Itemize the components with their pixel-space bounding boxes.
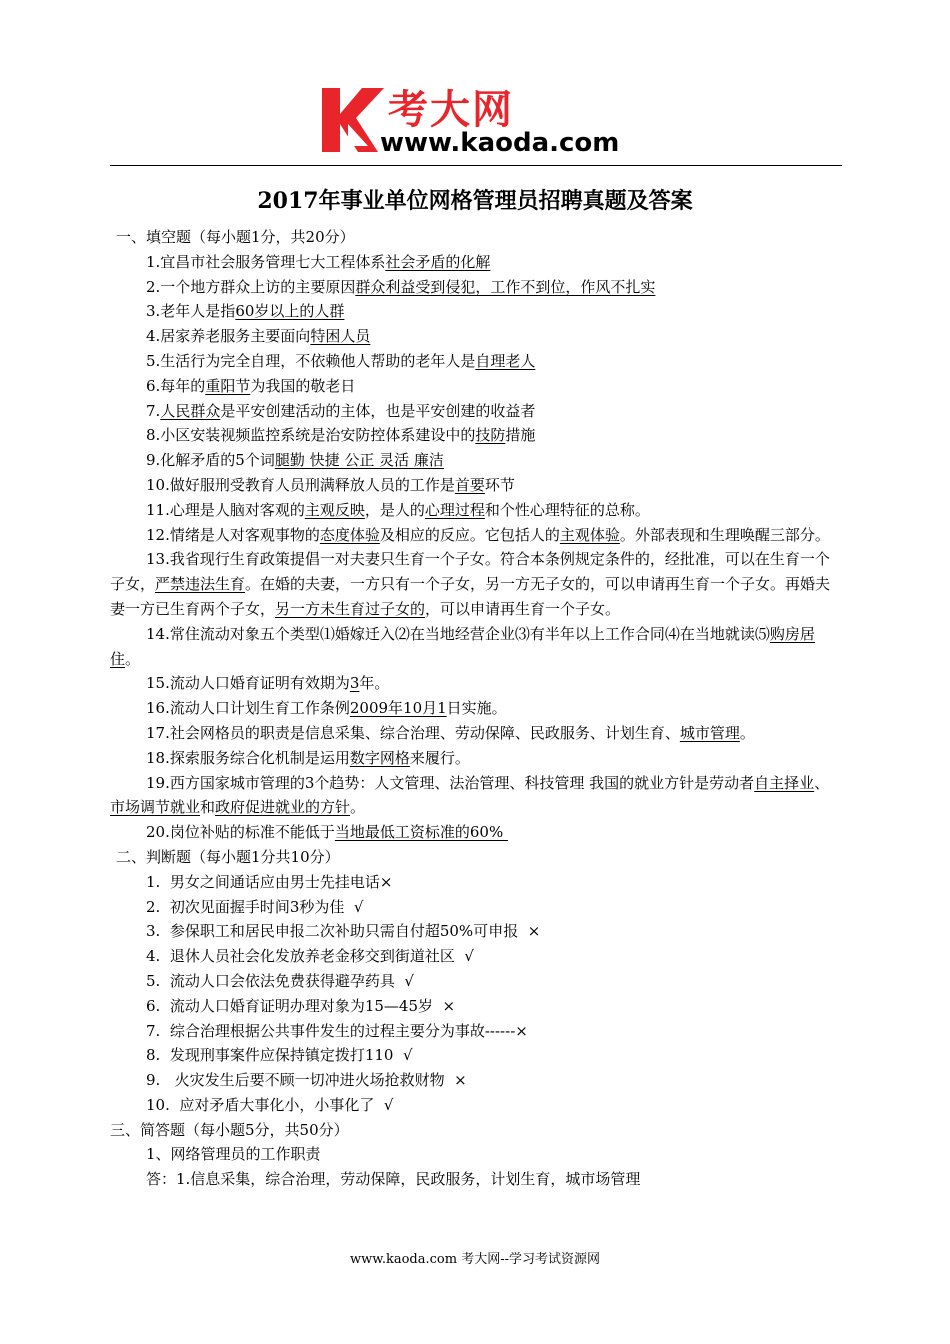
fill-question-9: 9.化解矛盾的5个词腿勤 快捷 公正 灵活 廉洁: [146, 451, 444, 470]
judge-item: 4. 退休人员社会化发放养老金移交到街道社区 √: [146, 947, 474, 966]
document-title: 2017年事业单位网格管理员招聘真题及答案: [257, 188, 693, 214]
fill-question-19: 19.西方国家城市管理的3个趋势：人文管理、法治管理、科技管理 我国的就业方针是劳动者自主择业、市场调节就业和政府促进就业的方针。: [110, 773, 830, 817]
judge-item: 10. 应对矛盾大事化小，小事化了 √: [146, 1095, 394, 1114]
fill-question-6: 6.每年的重阳节为我国的敬老日: [146, 376, 356, 395]
fill-question-1: 1.宜昌市社会服务管理七大工程体系社会矛盾的化解: [146, 252, 491, 271]
fill-question-20: 20.岗位补贴的标准不能低于当地最低工资标准的60%: [146, 823, 508, 842]
judge-item: 9. 火灾发生后要不顾一切冲进火场抢救财物 ×: [146, 1071, 467, 1090]
judge-item: 1. 男女之间通话应由男士先挂电话×: [146, 872, 393, 891]
short-answer-1: 答：1.信息采集，综合治理，劳动保障，民政服务，计划生育，城市场管理: [146, 1170, 641, 1189]
header-divider: [110, 165, 842, 166]
judge-item: 6. 流动人口婚育证明办理对象为15—45岁 ×: [146, 996, 456, 1015]
fill-question-3: 3.老年人是指60岁以上的人群: [146, 302, 345, 321]
logo-url-text: www.kaoda.com: [380, 128, 620, 158]
document-body: [110, 225, 842, 1192]
fill-question-18: 18.探索服务综合化机制是运用数字网格来履行。: [146, 748, 470, 767]
fill-question-7: 7.人民群众是平安创建活动的主体，也是平安创建的收益者: [146, 401, 536, 420]
judge-item: 8. 发现刑事案件应保持镇定拨打110 √: [146, 1046, 413, 1065]
k-logo-icon: [318, 84, 388, 156]
fill-question-8: 8.小区安装视频监控系统是治安防控体系建设中的技防措施: [146, 426, 536, 445]
judge-item: 2. 初次见面握手时间3秒为佳 √: [146, 897, 364, 916]
judge-item: 7. 综合治理根据公共事件发生的过程主要分为事故------×: [146, 1021, 528, 1040]
judge-item: 3. 参保职工和居民申报二次补助只需自付超50%可申报 ×: [146, 922, 541, 941]
fill-question-5: 5.生活行为完全自理，不依赖他人帮助的老年人是自理老人: [146, 351, 536, 370]
judge-item: 5. 流动人口会依法免费获得避孕药具 √: [146, 971, 414, 990]
logo-chinese-text: 考大网: [388, 87, 514, 133]
section-1-heading: 一、填空题（每小题1分，共20分）: [116, 228, 355, 246]
fill-question-17: 17.社会网格员的职责是信息采集、综合治理、劳动保障、民政服务、计划生育、城市管理。: [146, 723, 755, 742]
kaoda-logo: [318, 84, 648, 158]
fill-question-10: 10.做好服刑受教育人员刑满释放人员的工作是首要环节: [146, 475, 515, 494]
section-3-heading: 三、简答题（每小题5分，共50分）: [110, 1120, 349, 1139]
fill-question-4: 4.居家养老服务主要面向特困人员: [146, 327, 371, 346]
section-2-heading: 二、判断题（每小题1分共10分）: [116, 847, 340, 866]
fill-question-12: 12.情绪是人对客观事物的态度体验及相应的反应。它包括人的主观体验。外部表现和生理唤醒三部分。: [146, 525, 830, 544]
fill-question-16: 16.流动人口计划生育工作条例2009年10月1日实施。: [146, 699, 507, 718]
fill-question-11: 11.心理是人脑对客观的主观反映，是人的心理过程和个性心理特征的总称。: [146, 500, 650, 519]
page-footer: www.kaoda.com 考大网--学习考试资源网: [350, 1252, 600, 1267]
fill-question-15: 15.流动人口婚育证明有效期为3年。: [146, 674, 390, 693]
fill-question-2: 2.一个地方群众上访的主要原因群众利益受到侵犯，工作不到位，作风不扎实: [146, 277, 656, 296]
fill-question-13: 13.我省现行生育政策提倡一对夫妻只生育一个子女。符合本条例规定条件的，经批准，可以在生育一个子女，严禁违法生育。在婚的夫妻，一方只有一个子女，另一方无子女的，可以申请再生育一个子女。再婚夫妻一方已生育两个子女，另一方未生育过子女的，可以申请再生育一个子女。: [110, 550, 831, 618]
short-question-1: 1、网络管理员的工作职责: [146, 1145, 321, 1164]
fill-question-14: 14.常住流动对象五个类型⑴婚嫁迁入⑵在当地经营企业⑶有半年以上工作合同⑷在当地就读⑸购房居住。: [110, 624, 815, 668]
